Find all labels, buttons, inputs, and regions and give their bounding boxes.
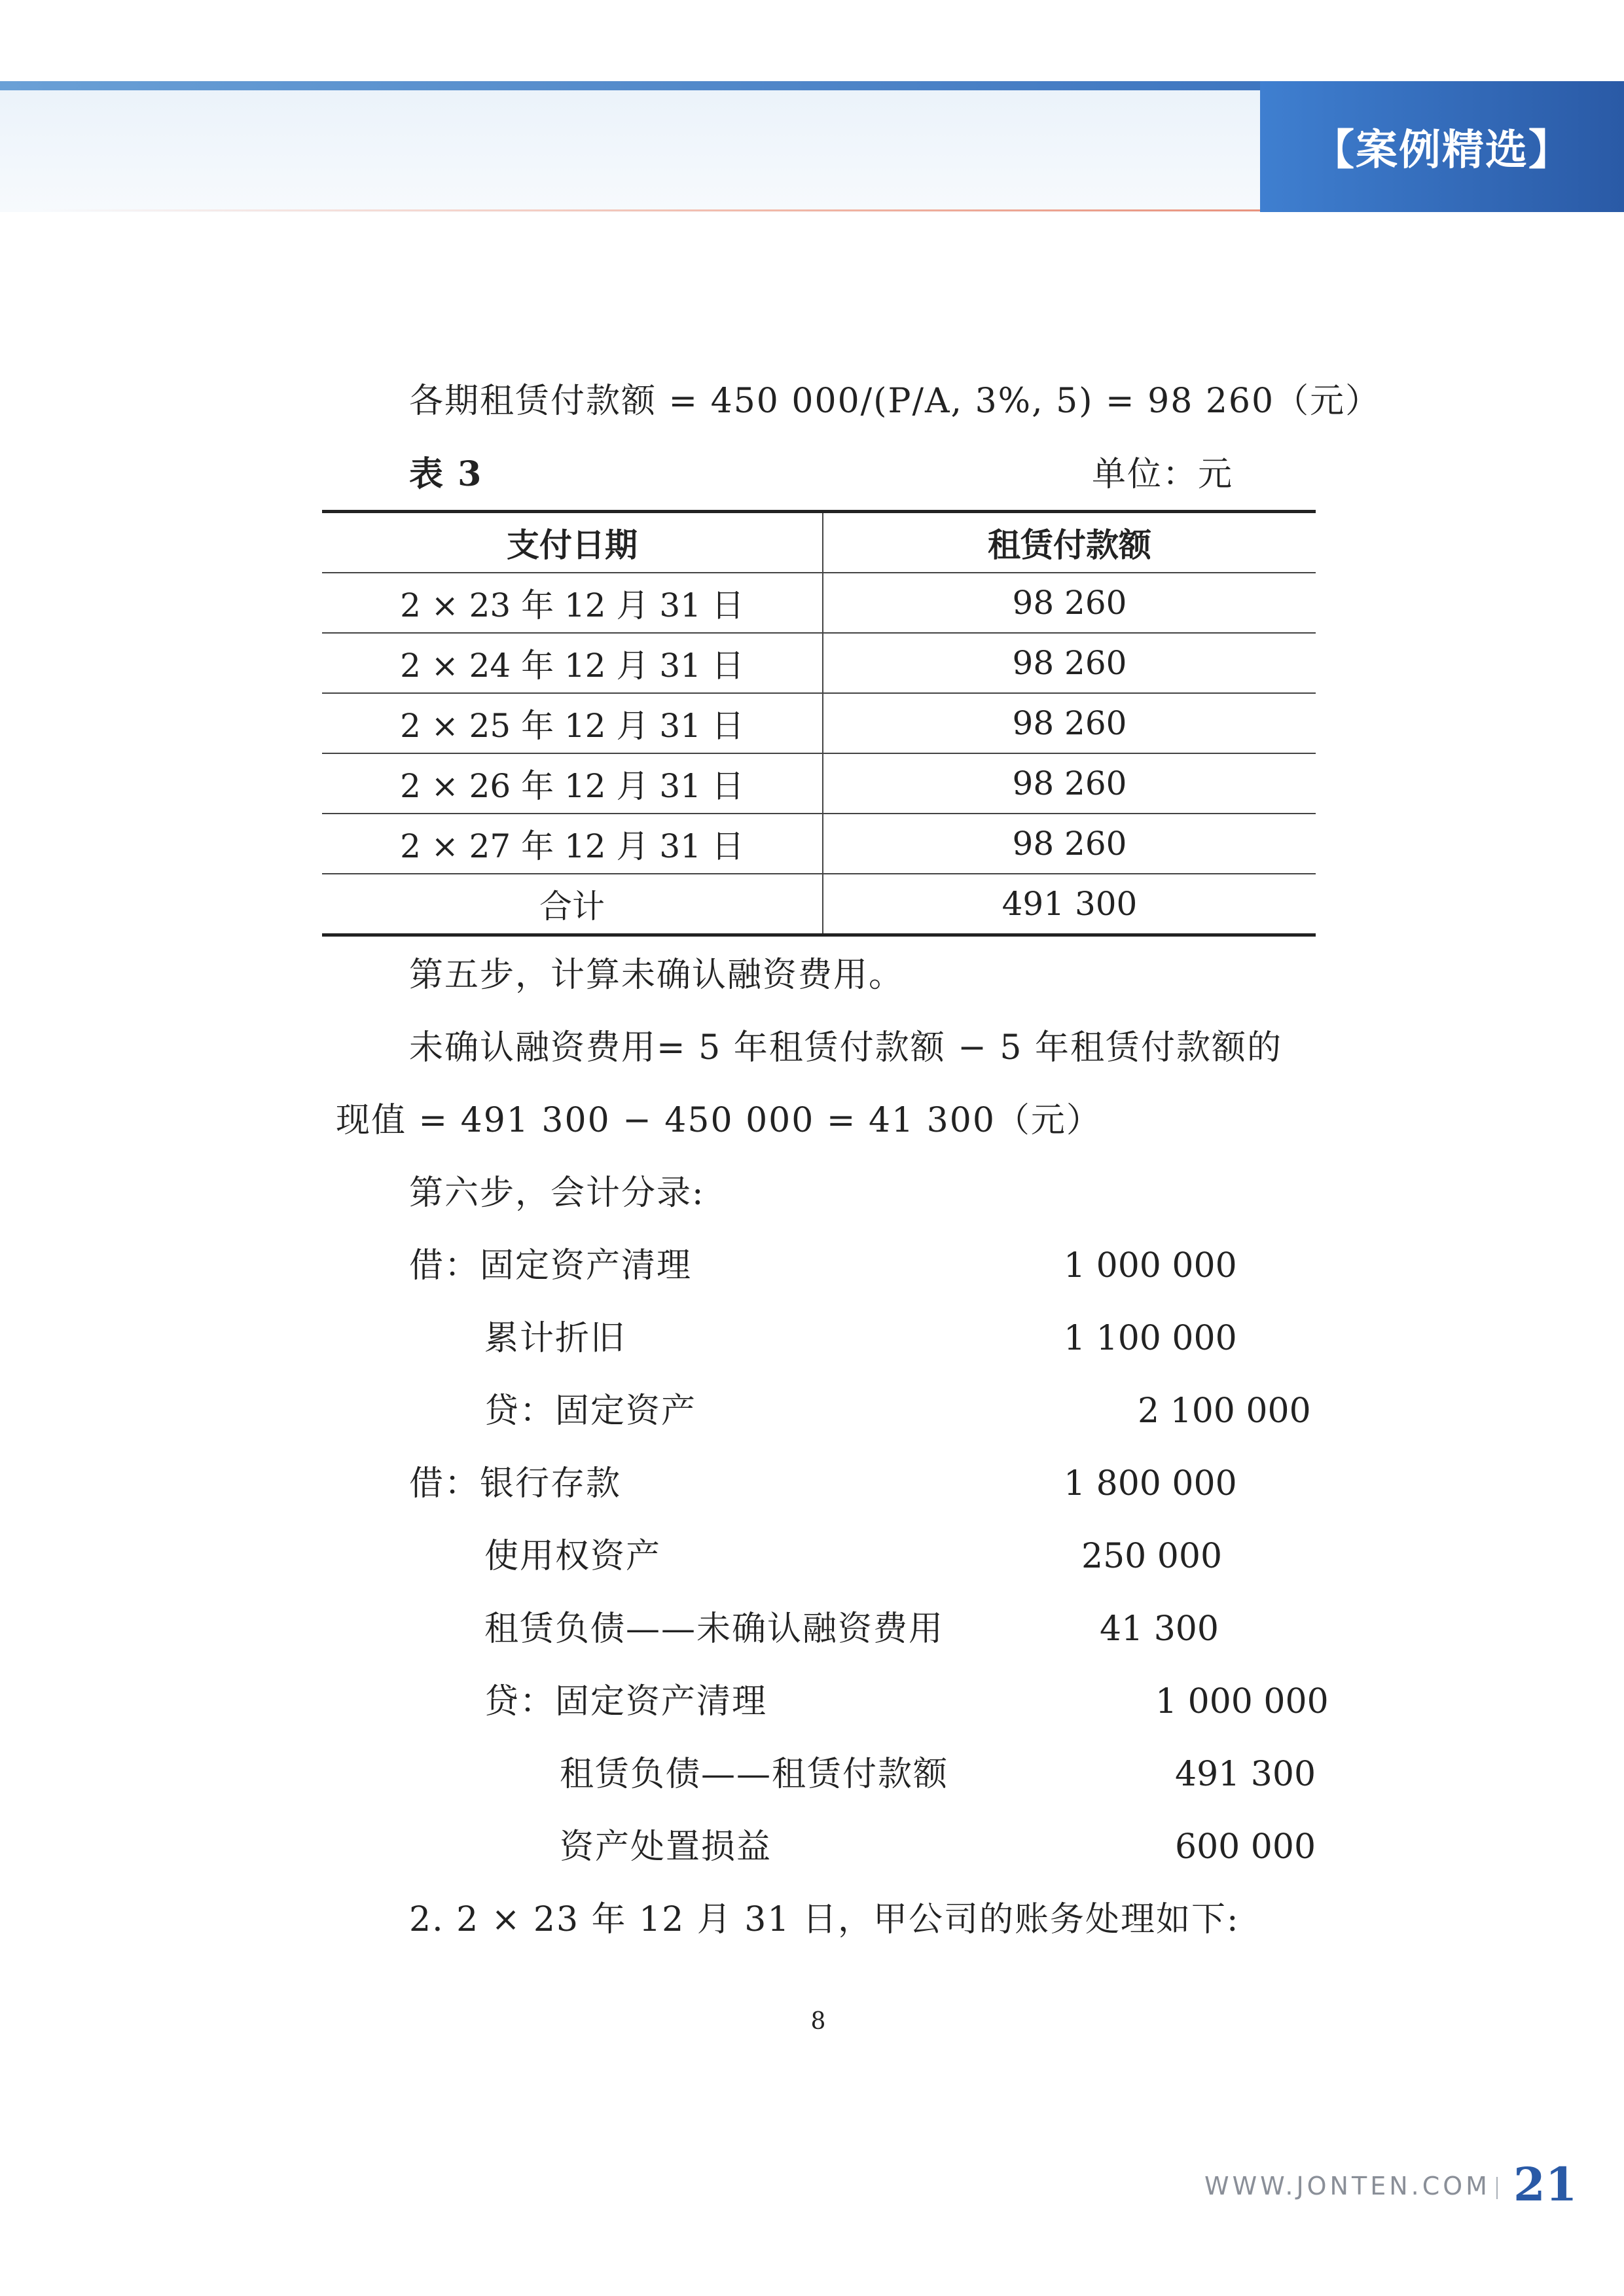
cell-date: 2 × 25 年 12 月 31 日 <box>322 693 823 753</box>
header-band <box>0 81 1260 212</box>
entry-label: 使用权资产 <box>484 1537 662 1576</box>
entry-label: 租赁负债——租赁付款额 <box>560 1755 949 1794</box>
entry-label: 累计折旧 <box>484 1319 626 1358</box>
table-header-row <box>322 512 1316 573</box>
cell-date: 2 × 26 年 12 月 31 日 <box>322 753 823 814</box>
entry-amount: 1 100 000 <box>1064 1319 1237 1358</box>
table-row <box>322 814 1316 874</box>
table-row <box>322 633 1316 693</box>
step5-text-line1: 未确认融资费用= 5 年租赁付款额 − 5 年租赁付款额的 <box>409 1028 1282 1067</box>
cell-amount: 98 260 <box>823 753 1316 814</box>
footer-url: WWW.JONTEN.COM <box>1204 2172 1490 2200</box>
table-row <box>322 753 1316 814</box>
payment-table <box>322 510 1316 937</box>
entry-amount: 41 300 <box>1100 1609 1219 1649</box>
cell-total-label: 合计 <box>322 874 823 935</box>
entry-label: 资产处置损益 <box>560 1827 772 1867</box>
header-underline <box>39 209 1260 211</box>
table-row <box>322 693 1316 753</box>
cell-amount: 98 260 <box>823 693 1316 753</box>
step5-text-line2: 现值 = 491 300 − 450 000 = 41 300（元） <box>336 1101 1102 1140</box>
cell-amount: 98 260 <box>823 814 1316 874</box>
cell-amount: 98 260 <box>823 633 1316 693</box>
entry-label: 贷：固定资产 <box>484 1391 697 1431</box>
entry-amount: 1 000 000 <box>1064 1246 1237 1285</box>
footer-separator <box>1496 2177 1498 2199</box>
table-row <box>322 573 1316 633</box>
cell-date: 2 × 24 年 12 月 31 日 <box>322 633 823 693</box>
entry-label: 贷：固定资产清理 <box>484 1682 768 1721</box>
footer-page-number: 21 <box>1513 2157 1578 2212</box>
entry-amount: 491 300 <box>1175 1755 1316 1794</box>
section-tag <box>1260 81 1624 212</box>
cell-amount: 98 260 <box>823 573 1316 633</box>
header-accent-line <box>0 81 1260 90</box>
table-unit: 单位：元 <box>1092 455 1234 494</box>
entry-amount: 250 000 <box>1081 1537 1223 1576</box>
inner-page-number: 8 <box>810 2008 826 2035</box>
entry-label: 租赁负债——未确认融资费用 <box>484 1609 945 1649</box>
cell-total-amount: 491 300 <box>823 874 1316 935</box>
formula-line: 各期租赁付款额 = 450 000/(P/A, 3%, 5) = 98 260（元） <box>409 382 1381 421</box>
step6-title: 第六步，会计分录: <box>409 1174 705 1213</box>
entry-amount: 2 100 000 <box>1138 1391 1311 1431</box>
column-header-date: 支付日期 <box>322 512 823 573</box>
section-tag-label: 【案例精选】 <box>1312 126 1572 175</box>
cell-date: 2 × 23 年 12 月 31 日 <box>322 573 823 633</box>
table-label: 表 3 <box>409 454 483 494</box>
closing-line: 2. 2 × 23 年 12 月 31 日，甲公司的账务处理如下: <box>409 1900 1240 1939</box>
entry-amount: 1 000 000 <box>1155 1682 1329 1721</box>
entry-amount: 600 000 <box>1175 1827 1316 1867</box>
cell-date: 2 × 27 年 12 月 31 日 <box>322 814 823 874</box>
entry-amount: 1 800 000 <box>1064 1464 1237 1503</box>
step5-title: 第五步，计算未确认融资费用。 <box>409 956 905 995</box>
table-total-row <box>322 874 1316 935</box>
entry-label: 借：固定资产清理 <box>409 1246 693 1285</box>
entry-label: 借：银行存款 <box>409 1464 622 1503</box>
column-header-amount: 租赁付款额 <box>823 512 1316 573</box>
